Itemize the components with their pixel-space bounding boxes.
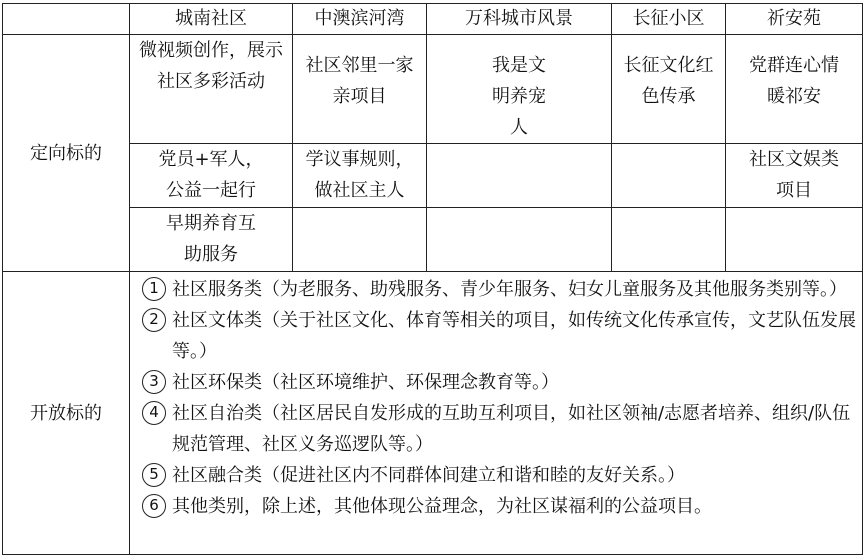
open-list (130, 272, 863, 555)
directed-cell: 我是文明养宠人 (427, 35, 612, 144)
directed-cell: 长征文化红色传承 (612, 35, 726, 144)
directed-cell: 社区文娱类项目 (726, 144, 863, 208)
open-label: 开放标的 (3, 272, 130, 555)
directed-cell: 早期养育互助服务 (130, 208, 293, 272)
open-row (3, 272, 863, 555)
circled-number: 1 (142, 277, 166, 301)
directed-row (3, 208, 863, 272)
open-item (142, 367, 856, 398)
circled-number: 3 (142, 370, 166, 394)
header-zhongao: 中澳滨河湾 (293, 4, 427, 35)
open-item (142, 305, 856, 367)
open-item-text: 社区环保类（社区环境维护、环保理念教育等。） (172, 372, 559, 393)
circled-number: 4 (142, 401, 166, 425)
directed-cell (612, 144, 726, 208)
directed-cell: 学议事规则，做社区主人 (293, 144, 427, 208)
directed-label: 定向标的 (3, 35, 130, 272)
header-changzheng: 长征小区 (612, 4, 726, 35)
directed-cell (293, 208, 427, 272)
open-item-text: 社区自治类（社区居民自发形成的互助互利项目，如社区领袖/志愿者培养、组织/队伍规范管理、社区义务巡逻队等。） (172, 403, 851, 455)
directed-row (3, 35, 863, 144)
directed-cell (427, 144, 612, 208)
directed-cell: 党员+军人，公益一起行 (130, 144, 293, 208)
open-item-text: 社区文体类（关于社区文化、体育等相关的项目，如传统文化传承宣传，文艺队伍发展等。） (172, 310, 856, 362)
circled-number: 2 (142, 308, 166, 332)
open-item (142, 460, 856, 491)
project-table (2, 3, 863, 555)
circled-number: 6 (142, 494, 166, 518)
directed-cell (612, 208, 726, 272)
open-item (142, 491, 856, 522)
directed-cell: 社区邻里一家亲项目 (293, 35, 427, 144)
header-wanke: 万科城市风景 (427, 4, 612, 35)
directed-cell: 微视频创作，展示社区多彩活动 (130, 35, 293, 144)
open-item (142, 398, 856, 460)
directed-cell (427, 208, 612, 272)
directed-cell: 党群连心情暖祁安 (726, 35, 863, 144)
open-item-text: 其他类别，除上述，其他体现公益理念，为社区谋福利的公益项目。 (172, 496, 712, 517)
open-item-text: 社区服务类（为老服务、助残服务、青少年服务、妇女儿童服务及其他服务类别等。） (172, 279, 847, 300)
header-qianyuan: 祈安苑 (726, 4, 863, 35)
directed-row (3, 144, 863, 208)
circled-number: 5 (142, 463, 166, 487)
header-row (3, 4, 863, 35)
directed-cell (726, 208, 863, 272)
open-item-text: 社区融合类（促进社区内不同群体间建立和谐和睦的友好关系。） (172, 465, 685, 486)
header-chengnan: 城南社区 (130, 4, 293, 35)
header-corner (3, 4, 130, 35)
open-item (142, 274, 856, 305)
